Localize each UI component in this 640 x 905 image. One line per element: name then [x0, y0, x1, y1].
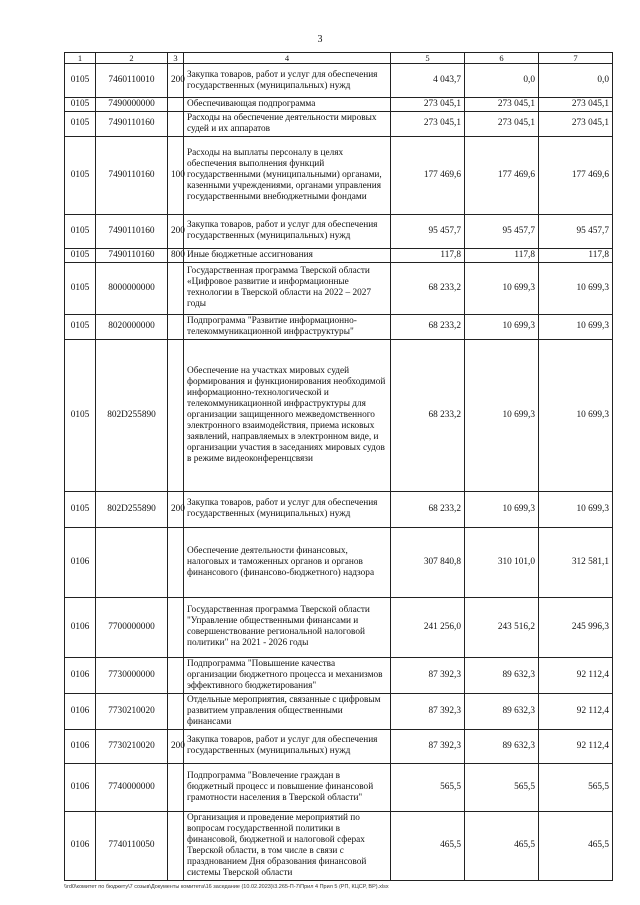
cell-c3	[168, 111, 184, 136]
cell-c1: 0106	[65, 811, 96, 880]
cell-c4: Расходы на выплаты персоналу в целях обеспечения выполнения функций государственными (муниципальными) органами, казенными учреждениями, органами управления государственными внебюджетными фондами	[184, 136, 391, 214]
cell-c4: Закупка товаров, работ и услуг для обеспечения государственных (муниципальных) нужд	[184, 491, 391, 527]
cell-c1: 0105	[65, 262, 96, 314]
table-row	[65, 597, 613, 657]
header-cell-4: 4	[184, 53, 391, 64]
cell-c5: 4 043,7	[391, 64, 465, 98]
cell-c2: 7490110160	[96, 111, 168, 136]
table-row	[65, 98, 613, 112]
cell-c1: 0106	[65, 597, 96, 657]
cell-c4: Иные бюджетные ассигнования	[184, 248, 391, 262]
cell-c7: 273 045,1	[539, 111, 613, 136]
cell-c6: 117,8	[465, 248, 539, 262]
cell-c6: 0,0	[465, 64, 539, 98]
cell-c3	[168, 597, 184, 657]
cell-c7: 10 699,3	[539, 339, 613, 491]
cell-c7: 10 699,3	[539, 314, 613, 339]
cell-c7: 0,0	[539, 64, 613, 98]
cell-c3	[168, 98, 184, 112]
table-row	[65, 136, 613, 214]
cell-c3: 800	[168, 248, 184, 262]
cell-c2: 7740110050	[96, 811, 168, 880]
cell-c2	[96, 527, 168, 597]
cell-c4: Обеспечение деятельности финансовых, налоговых и таможенных органов и органов финансового (финансово-бюджетного) надзора	[184, 527, 391, 597]
cell-c2: 7730000000	[96, 657, 168, 693]
cell-c6: 10 699,3	[465, 314, 539, 339]
cell-c2: 7460110010	[96, 64, 168, 98]
cell-c1: 0105	[65, 314, 96, 339]
cell-c6: 273 045,1	[465, 111, 539, 136]
cell-c7: 10 699,3	[539, 491, 613, 527]
cell-c4: Расходы на обеспечение деятельности мировых судей и их аппаратов	[184, 111, 391, 136]
cell-c6: 89 632,3	[465, 729, 539, 763]
cell-c2: 7700000000	[96, 597, 168, 657]
table-row	[65, 248, 613, 262]
cell-c5: 87 392,3	[391, 657, 465, 693]
cell-c5: 565,5	[391, 763, 465, 811]
budget-table	[64, 52, 613, 881]
table-row	[65, 64, 613, 98]
cell-c5: 273 045,1	[391, 98, 465, 112]
cell-c3: 200	[168, 491, 184, 527]
cell-c5: 465,5	[391, 811, 465, 880]
cell-c4: Организация и проведение мероприятий по вопросам государственной политики в финансовой, бюджетной и налоговой сферах Тверской области, в том числе в связи с празднованием Дня образования финансовой системы Тверской области	[184, 811, 391, 880]
cell-c2: 8020000000	[96, 314, 168, 339]
cell-c5: 307 840,8	[391, 527, 465, 597]
header-cell-6: 6	[465, 53, 539, 64]
cell-c1: 0105	[65, 136, 96, 214]
cell-c1: 0106	[65, 527, 96, 597]
cell-c2: 802D255890	[96, 491, 168, 527]
cell-c2: 7490110160	[96, 214, 168, 248]
table-row	[65, 729, 613, 763]
cell-c1: 0106	[65, 657, 96, 693]
cell-c2: 7730210020	[96, 693, 168, 729]
cell-c3	[168, 657, 184, 693]
cell-c7: 92 112,4	[539, 657, 613, 693]
cell-c3	[168, 314, 184, 339]
table-row	[65, 657, 613, 693]
cell-c5: 68 233,2	[391, 491, 465, 527]
cell-c1: 0106	[65, 693, 96, 729]
cell-c2: 7730210020	[96, 729, 168, 763]
cell-c4: Государственная программа Тверской области «Цифровое развитие и информационные технологии в Тверской области на 2022 – 2027 годы	[184, 262, 391, 314]
header-cell-5: 5	[391, 53, 465, 64]
cell-c7: 273 045,1	[539, 98, 613, 112]
header-cell-1: 1	[65, 53, 96, 64]
cell-c6: 243 516,2	[465, 597, 539, 657]
cell-c1: 0106	[65, 729, 96, 763]
cell-c5: 273 045,1	[391, 111, 465, 136]
cell-c7: 92 112,4	[539, 693, 613, 729]
page-number: 3	[317, 34, 323, 45]
cell-c6: 10 699,3	[465, 491, 539, 527]
cell-c4: Закупка товаров, работ и услуг для обеспечения государственных (муниципальных) нужд	[184, 64, 391, 98]
cell-c7: 245 996,3	[539, 597, 613, 657]
cell-c6: 465,5	[465, 811, 539, 880]
cell-c4: Закупка товаров, работ и услуг для обеспечения государственных (муниципальных) нужд	[184, 214, 391, 248]
cell-c6: 273 045,1	[465, 98, 539, 112]
cell-c6: 565,5	[465, 763, 539, 811]
cell-c2: 7490000000	[96, 98, 168, 112]
table-row	[65, 693, 613, 729]
cell-c3: 100	[168, 136, 184, 214]
cell-c7: 565,5	[539, 763, 613, 811]
cell-c4: Обеспечение на участках мировых судей формирования и функционирования необходимой информационно-технологической и телекоммуникационной инфраструктуры для организации защищенного межведомственного электронного взаимодействия, приема исковых заявлений, направляемых в электронном виде, и организации участия в заседаниях мировых судов в режиме видеоконференцсвязи	[184, 339, 391, 491]
cell-c3	[168, 527, 184, 597]
cell-c1: 0105	[65, 64, 96, 98]
cell-c5: 87 392,3	[391, 729, 465, 763]
cell-c4: Подпрограмма "Вовлечение граждан в бюджетный процесс и повышение финансовой грамотности населения в Тверской области"	[184, 763, 391, 811]
cell-c5: 68 233,2	[391, 262, 465, 314]
cell-c5: 87 392,3	[391, 693, 465, 729]
cell-c3: 200	[168, 729, 184, 763]
header-cell-3: 3	[168, 53, 184, 64]
cell-c7: 95 457,7	[539, 214, 613, 248]
cell-c1: 0106	[65, 763, 96, 811]
cell-c6: 89 632,3	[465, 657, 539, 693]
cell-c2: 802D255890	[96, 339, 168, 491]
cell-c1: 0105	[65, 491, 96, 527]
cell-c1: 0105	[65, 248, 96, 262]
table-row	[65, 111, 613, 136]
cell-c6: 89 632,3	[465, 693, 539, 729]
cell-c2: 8000000000	[96, 262, 168, 314]
cell-c1: 0105	[65, 214, 96, 248]
cell-c4: Подпрограмма "Развитие информационно-телекоммуникационной инфраструктуры"	[184, 314, 391, 339]
cell-c6: 10 699,3	[465, 339, 539, 491]
table-row	[65, 214, 613, 248]
cell-c6: 10 699,3	[465, 262, 539, 314]
cell-c7: 312 581,1	[539, 527, 613, 597]
cell-c1: 0105	[65, 339, 96, 491]
cell-c4: Отдельные мероприятия, связанные с цифровым развитием управления общественными финансами	[184, 693, 391, 729]
cell-c6: 95 457,7	[465, 214, 539, 248]
cell-c4: Подпрограмма "Повышение качества организации бюджетного процесса и механизмов эффективного бюджетирования"	[184, 657, 391, 693]
cell-c5: 68 233,2	[391, 314, 465, 339]
cell-c3: 200	[168, 64, 184, 98]
table-row	[65, 811, 613, 880]
cell-c3	[168, 763, 184, 811]
cell-c2: 7490110160	[96, 248, 168, 262]
cell-c3: 200	[168, 214, 184, 248]
cell-c7: 465,5	[539, 811, 613, 880]
cell-c3	[168, 693, 184, 729]
cell-c3	[168, 262, 184, 314]
header-cell-7: 7	[539, 53, 613, 64]
cell-c1: 0105	[65, 98, 96, 112]
cell-c6: 310 101,0	[465, 527, 539, 597]
cell-c5: 95 457,7	[391, 214, 465, 248]
cell-c2: 7490110160	[96, 136, 168, 214]
cell-c5: 117,8	[391, 248, 465, 262]
table-row	[65, 491, 613, 527]
table-row	[65, 527, 613, 597]
table-row	[65, 262, 613, 314]
cell-c4: Закупка товаров, работ и услуг для обеспечения государственных (муниципальных) нужд	[184, 729, 391, 763]
cell-c3	[168, 811, 184, 880]
header-cell-2: 2	[96, 53, 168, 64]
cell-c5: 241 256,0	[391, 597, 465, 657]
cell-c7: 10 699,3	[539, 262, 613, 314]
cell-c2: 7740000000	[96, 763, 168, 811]
cell-c4: Обеспечивающая подпрограмма	[184, 98, 391, 112]
cell-c4: Государственная программа Тверской области "Управление общественными финансами и совершенствование региональной налоговой политики" на 2021 - 2026 годы	[184, 597, 391, 657]
cell-c3	[168, 339, 184, 491]
cell-c5: 177 469,6	[391, 136, 465, 214]
header-row	[65, 53, 613, 64]
cell-c5: 68 233,2	[391, 339, 465, 491]
table-row	[65, 763, 613, 811]
file-path-footer: \\rd0\комитет по бюджету\7 созыв\Документы комитета\16 заседание (10.02.2023)\3.265-П-7\Прил 4 Прил 5 (РП, КЦСР, ВР).xlsx	[64, 884, 389, 890]
cell-c7: 177 469,6	[539, 136, 613, 214]
table-row	[65, 339, 613, 491]
cell-c6: 177 469,6	[465, 136, 539, 214]
table-row	[65, 314, 613, 339]
cell-c7: 117,8	[539, 248, 613, 262]
cell-c7: 92 112,4	[539, 729, 613, 763]
cell-c1: 0105	[65, 111, 96, 136]
